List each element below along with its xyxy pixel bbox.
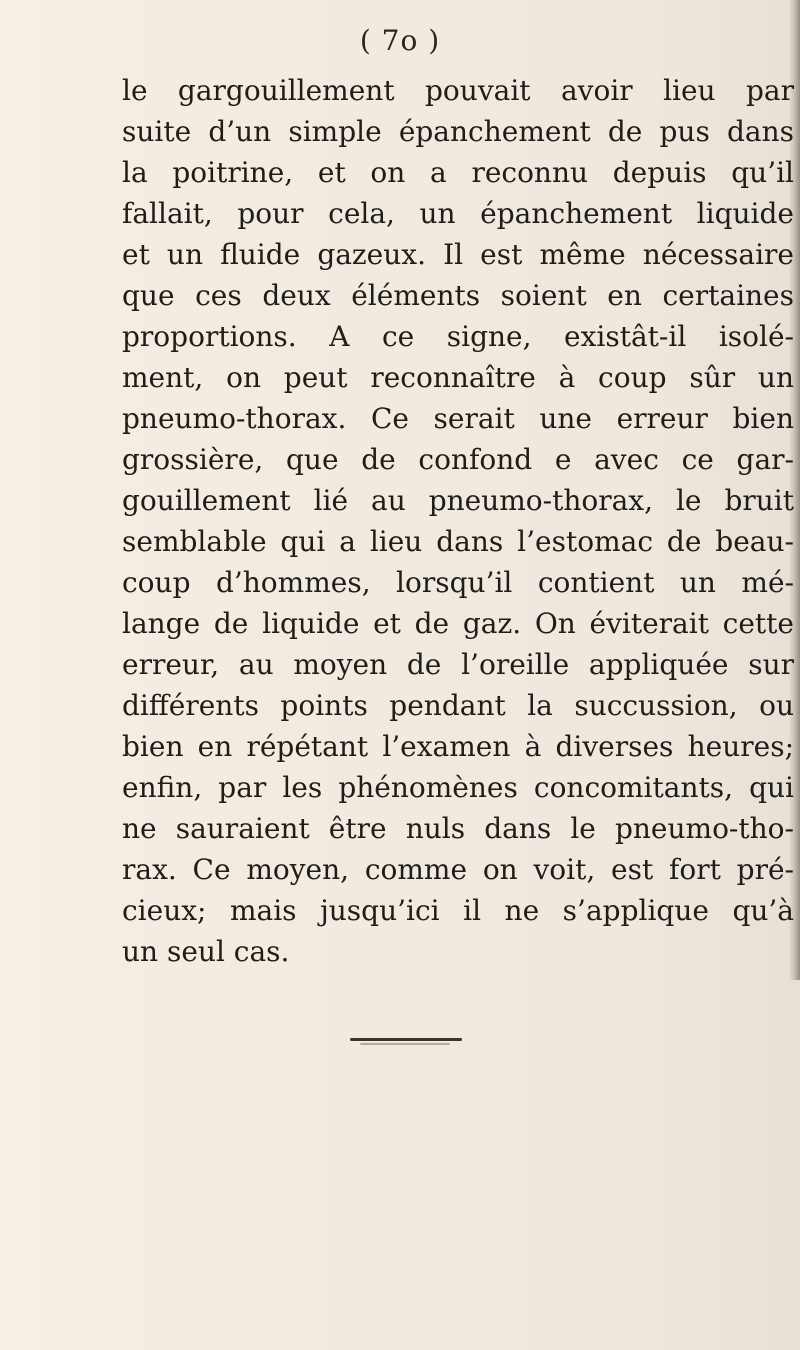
footer-rule-shadow — [360, 1043, 450, 1045]
text-line: enfin, par les phénomènes concomitants, qui — [122, 771, 794, 804]
text-line: bien en répétant l’examen à diverses heures; — [122, 730, 794, 763]
text-line: rax. Ce moyen, comme on voit, est fort pré- — [122, 853, 794, 886]
text-line: ment, on peut reconnaître à coup sûr un — [122, 361, 794, 394]
text-line: grossière, que de confond e avec ce gar- — [122, 443, 794, 476]
text-line: lange de liquide et de gaz. On éviterait cette — [122, 607, 794, 640]
text-line: erreur, au moyen de l’oreille appliquée sur — [122, 648, 794, 681]
text-line: la poitrine, et on a reconnu depuis qu’il — [122, 156, 794, 189]
text-line: semblable qui a lieu dans l’estomac de beau- — [122, 525, 794, 558]
text-line: ne sauraient être nuls dans le pneumo-tho- — [122, 812, 794, 845]
text-line: gouillement lié au pneumo-thorax, le bruit — [122, 484, 794, 517]
text-line: le gargouillement pouvait avoir lieu par — [122, 74, 794, 107]
text-line: pneumo-thorax. Ce serait une erreur bien — [122, 402, 794, 435]
text-line: un seul cas. — [122, 935, 290, 968]
text-line: coup d’hommes, lorsqu’il contient un mé- — [122, 566, 794, 599]
page-number: ( 7o ) — [359, 24, 441, 57]
footer-rule — [350, 1038, 462, 1041]
text-line: que ces deux éléments soient en certaines — [122, 279, 794, 312]
text-line: proportions. A ce signe, existât-il isolé- — [122, 320, 794, 353]
text-line: et un fluide gazeux. Il est même nécessaire — [122, 238, 794, 271]
body-text — [122, 70, 794, 972]
text-line: différents points pendant la succussion, ou — [122, 689, 794, 722]
text-line: suite d’un simple épanchement de pus dans — [122, 115, 794, 148]
text-line: fallait, pour cela, un épanchement liquide — [122, 197, 794, 230]
text-line: cieux; mais jusqu’ici il ne s’applique qu’à — [122, 894, 794, 927]
